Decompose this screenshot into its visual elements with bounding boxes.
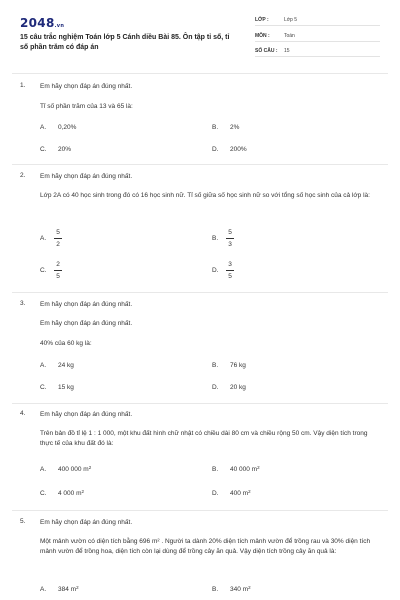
meta-key: LỚP : [255,17,269,23]
denominator: 3 [228,241,232,248]
question-prompt: Em hãy chọn đáp án đúng nhất. [40,173,133,180]
option-letter: D. [212,490,219,497]
question-number: 2. [20,172,26,179]
numerator: 5 [56,229,60,236]
fraction [226,260,234,281]
divider [12,510,388,511]
divider [12,403,388,404]
option-text: 384 m [58,586,77,593]
denominator: 5 [228,273,232,280]
option-letter: C. [40,267,47,274]
option-text: 4 000 m [58,490,82,497]
question-5 [20,518,382,598]
question-text: Em hãy chọn đáp án đúng nhất. [40,320,133,327]
option-letter: A. [40,586,47,593]
option-letter: C. [40,490,47,497]
page-header [0,0,400,70]
denominator: 2 [56,241,60,248]
question-3 [20,300,382,400]
option-letter: D. [212,146,219,153]
option-text: 200% [230,146,247,153]
option-text: 20% [58,146,72,153]
question-number: 1. [20,82,26,89]
question-prompt: Em hãy chọn đáp án đúng nhất. [40,519,133,526]
option-superscript: 2 [248,489,251,494]
question-prompt: Em hãy chọn đáp án đúng nhất. [40,301,133,308]
numerator: 3 [228,261,232,268]
logo-suffix: .vn [54,23,65,29]
question-4 [20,410,382,506]
meta-key: SỐ CÂU : [255,48,278,54]
option-letter: A. [40,124,47,131]
fraction [226,228,234,249]
option-superscript: 2 [88,465,92,470]
option-text: 0,20% [58,124,77,131]
meta-class [255,15,380,26]
numerator: 2 [56,261,60,268]
numerator: 5 [228,229,232,236]
question-number: 4. [20,410,26,417]
meta-subject [255,31,380,42]
option-superscript: 2 [76,585,79,590]
option-superscript: 2 [257,465,260,470]
page-title: 15 câu trắc nghiệm Toán lớp 5 Cánh diều Bài 85. Ôn tập tỉ số, tỉ số phần trăm có đáp án [20,34,230,51]
option-letter: C. [40,384,47,391]
option-letter: A. [40,362,47,369]
option-text: 76 kg [230,362,246,369]
fraction-bar [54,270,62,271]
divider [12,73,388,74]
question-text: Tỉ số phần trăm của 13 và 65 là: [40,103,133,110]
meta-value: Toán [284,33,295,39]
question-text: Một mảnh vườn có diện tích bằng 696 m² . Người ta dành 20% diện tích mảnh vườn để trồng rau và 30% diện tích mảnh vườn để trồng hoa, diện tích còn lại dùng để trồng cây ăn quả. Vậy diện tích trồng cây ăn quả là: [40,538,371,555]
option-letter: A. [40,466,47,473]
option-text: 15 kg [58,384,74,391]
option-letter: B. [212,235,219,242]
option-text: 24 kg [58,362,74,369]
site-logo[interactable] [20,16,64,30]
fraction [54,228,62,249]
option-letter: D. [212,267,219,274]
option-letter: B. [212,466,219,473]
question-text: Lớp 2A có 40 học sinh trong đó có 16 học sinh nữ. Tỉ số giữa số học sinh nữ so với tổng số học sinh của cả lớp là: [40,192,370,199]
meta-value: 15 [284,48,290,54]
fraction-bar [226,270,234,271]
option-text: 40 000 m [230,466,258,473]
option-text: 20 kg [230,384,246,391]
option-letter: B. [212,124,219,131]
divider [12,292,388,293]
option-letter: D. [212,384,219,391]
option-superscript: 2 [248,585,251,590]
fraction [54,260,62,281]
option-letter: C. [40,146,47,153]
question-text: 40% của 60 kg là: [40,340,92,347]
option-text: 340 m [230,586,249,593]
fraction-bar [54,238,62,239]
fraction-bar [226,238,234,239]
question-text: Trên bản đồ tỉ lệ 1 : 1 000, một khu đất hình chữ nhật có chiều dài 80 cm và chiều rộng 50 cm. Vậy diện tích trong thực tế của khu đất đó là: [40,430,368,447]
divider [12,164,388,165]
denominator: 5 [56,273,60,280]
question-1 [20,82,382,162]
question-number: 5. [20,518,26,525]
question-prompt: Em hãy chọn đáp án đúng nhất. [40,411,133,418]
option-letter: A. [40,235,47,242]
question-number: 3. [20,300,26,307]
option-letter: B. [212,362,219,369]
question-prompt: Em hãy chọn đáp án đúng nhất. [40,83,133,90]
option-text: 2% [230,124,240,131]
meta-value: Lớp 5 [284,17,298,23]
option-letter: B. [212,586,219,593]
meta-key: MÔN : [255,33,270,39]
question-2 [20,172,382,290]
logo-main: 2048 [20,16,55,30]
option-text: 400 000 m [58,466,89,473]
meta-count [255,46,380,57]
option-text: 400 m [230,490,249,497]
option-superscript: 2 [81,489,85,494]
